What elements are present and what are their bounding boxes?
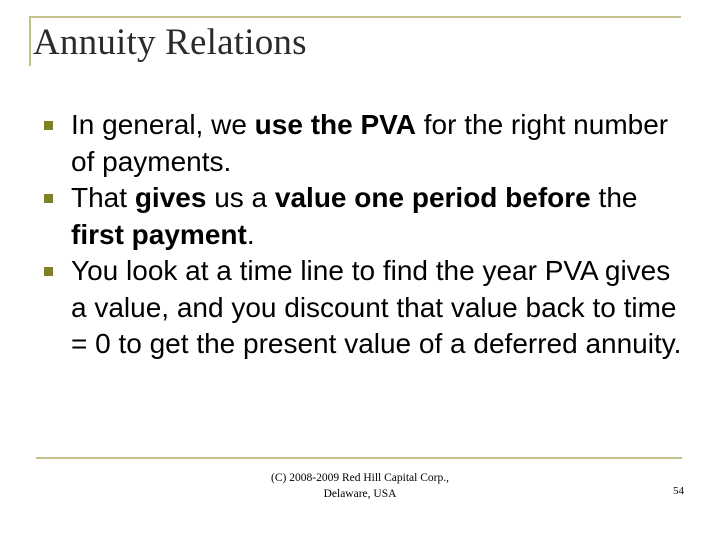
page-number: 54 — [673, 485, 684, 497]
bullet-emphasis: use the PVA — [254, 109, 416, 140]
bullet-text — [71, 107, 684, 180]
slide-title: Annuity Relations — [33, 22, 307, 63]
title-horizontal-rule — [29, 16, 681, 18]
bullet-list — [44, 107, 684, 363]
bullet-emphasis: value one period before — [274, 182, 591, 213]
square-bullet-icon — [44, 121, 53, 130]
bullet-text — [71, 253, 684, 363]
bullet-item — [44, 253, 684, 363]
bullet-segment: us a — [206, 182, 275, 213]
bullet-item — [44, 107, 684, 180]
bullet-emphasis: gives — [134, 182, 207, 213]
bullet-segment: You look at a time line to find the year PVA gives a value, and you discount that value back to time = 0 to get the present value of a deferred annuity. — [71, 255, 682, 359]
footer-copyright-line1: (C) 2008-2009 Red Hill Capital Corp., — [271, 472, 449, 484]
title-vertical-rule — [29, 16, 31, 66]
bullet-segment: for the right number of payments. — [71, 109, 669, 177]
bullet-emphasis: first payment — [71, 218, 247, 250]
bullet-segment: In general, we — [71, 109, 255, 140]
square-bullet-icon — [44, 194, 53, 203]
footer-copyright-line2: Delaware, USA — [323, 488, 397, 500]
bullet-item — [44, 180, 684, 253]
bullet-segment: . — [246, 218, 255, 250]
footer-rule — [36, 457, 682, 459]
bullet-text — [71, 180, 684, 253]
bullet-segment: the — [590, 182, 638, 213]
footer-copyright — [230, 470, 490, 502]
square-bullet-icon — [44, 267, 53, 276]
bullet-segment: That — [71, 182, 135, 213]
